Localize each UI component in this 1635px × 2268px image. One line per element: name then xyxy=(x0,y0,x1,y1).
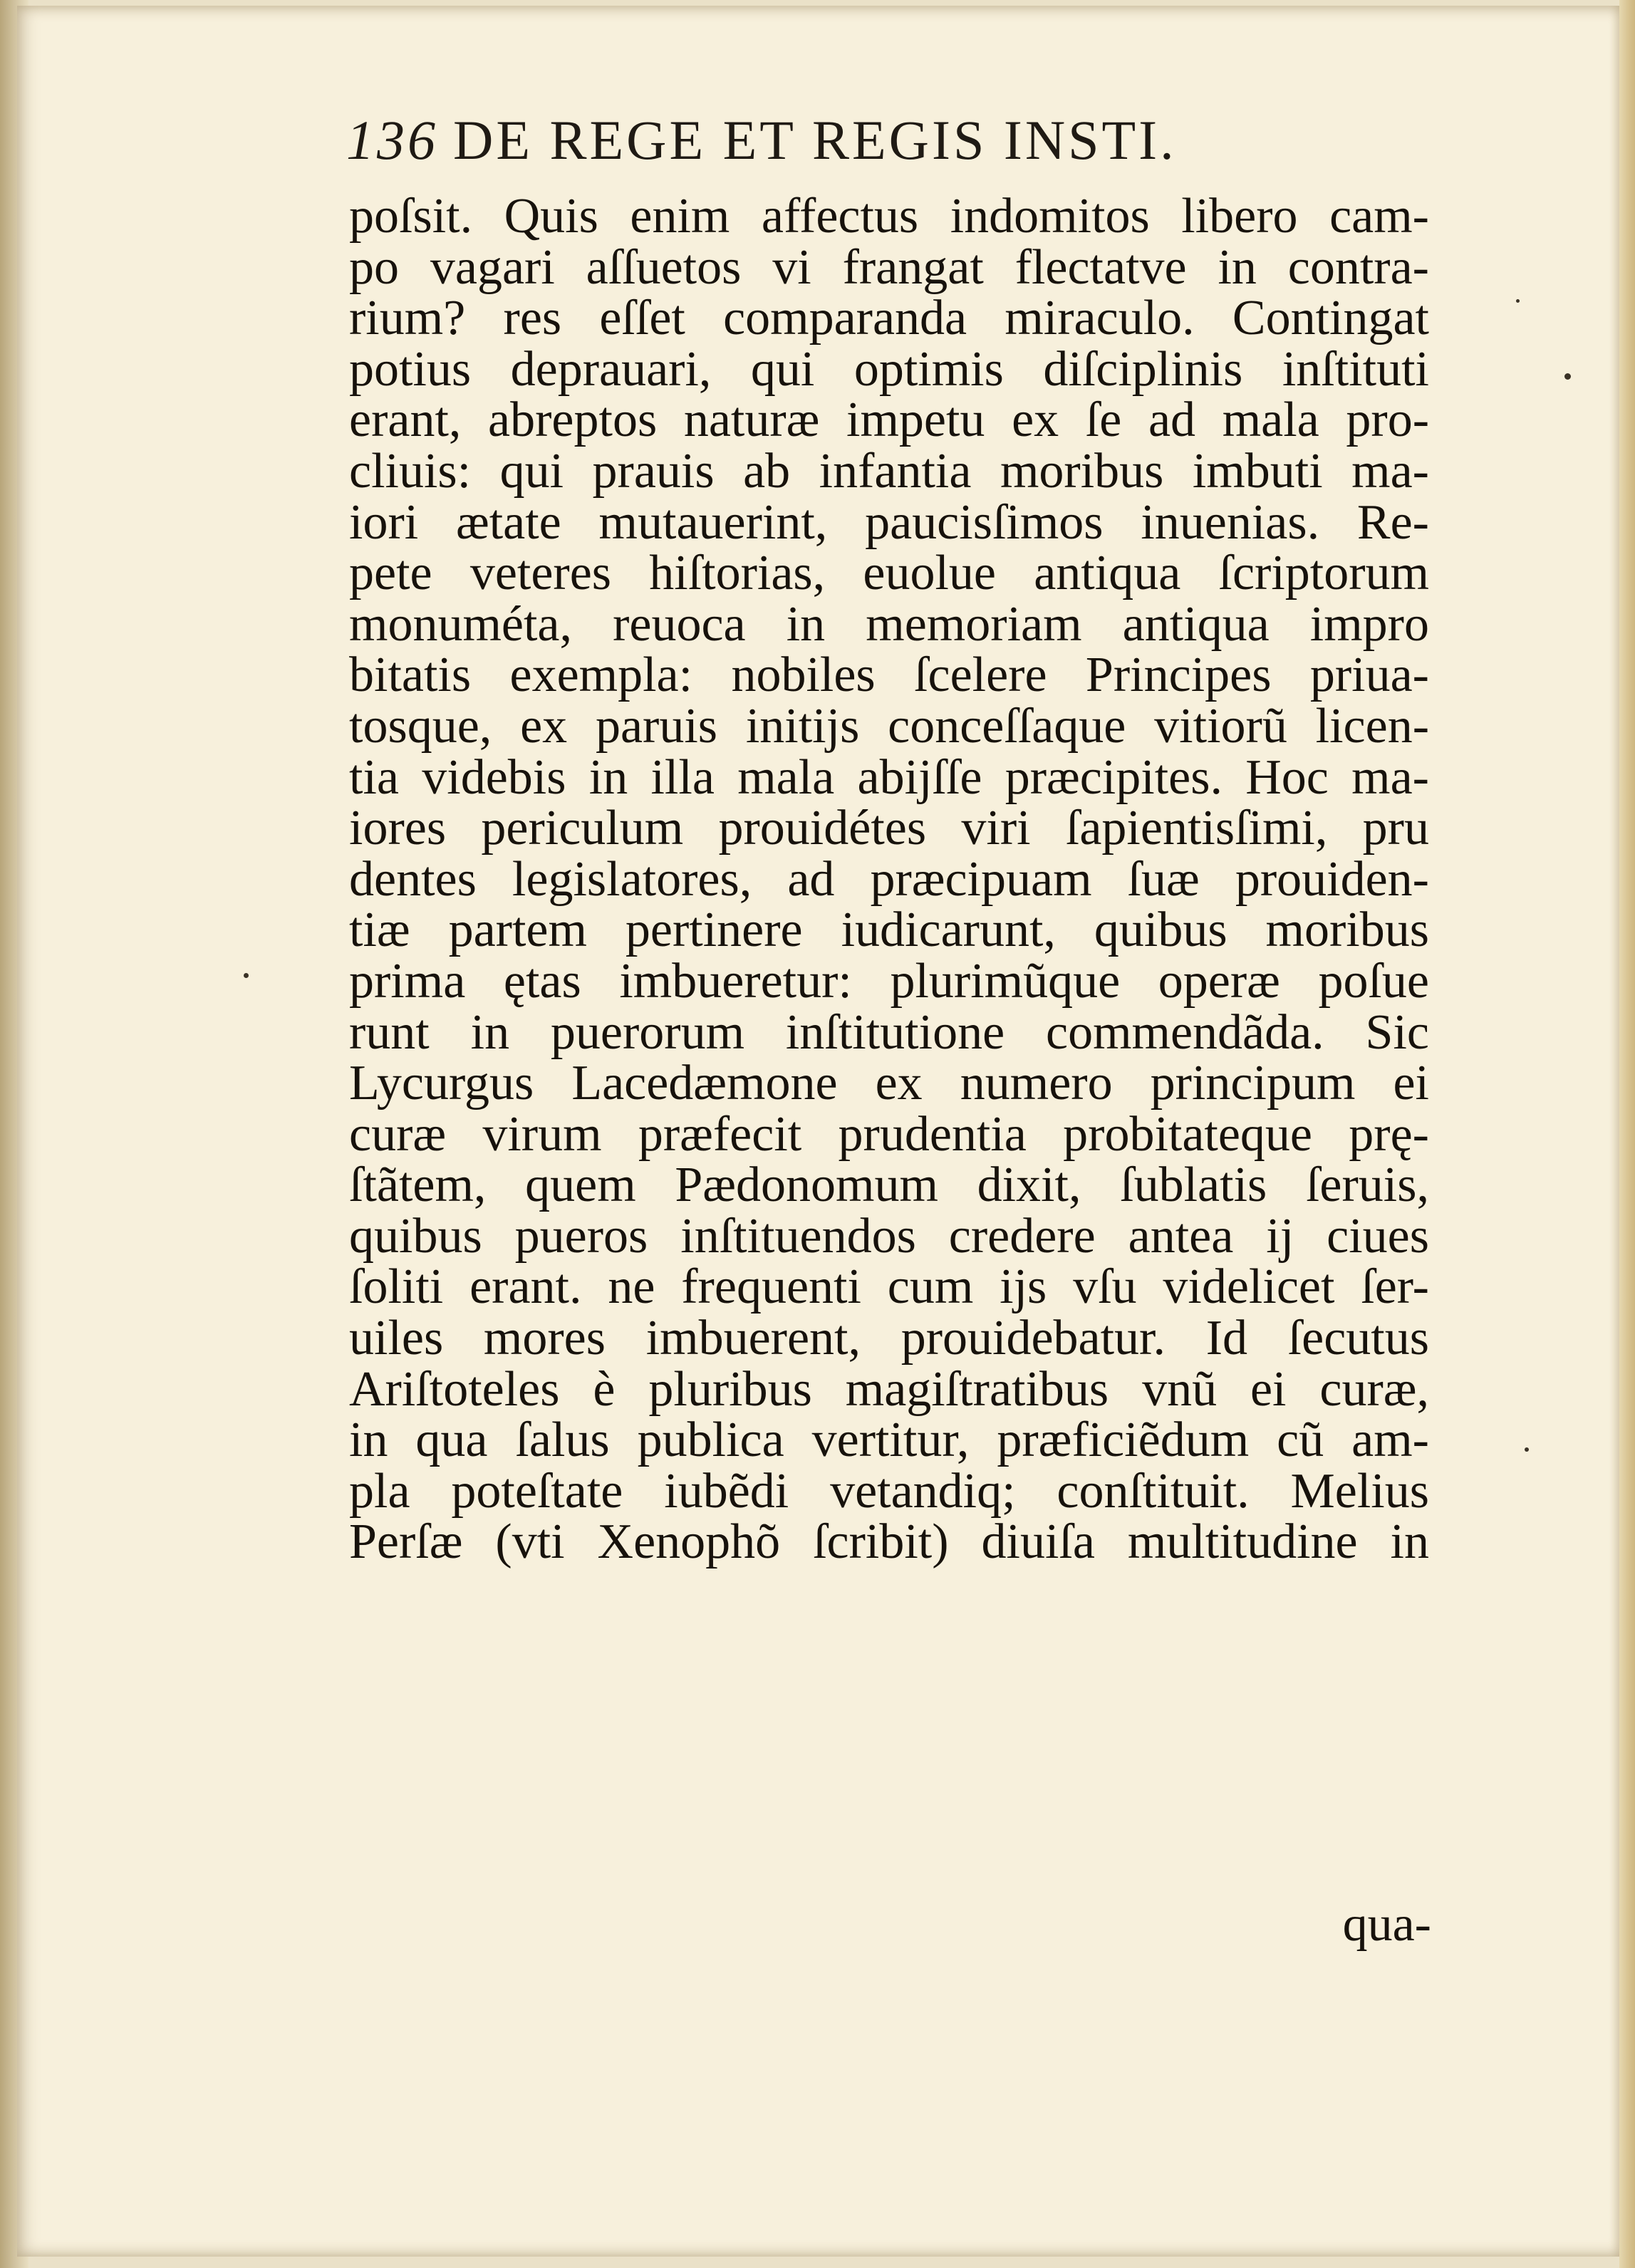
text-line: prima ętas imbueretur: plurimũque operæ poſue xyxy=(349,953,1429,1009)
text-line: iores periculum prouidétes viri ſapientisſimi, pru xyxy=(349,801,1429,856)
text-line: bitatis exempla: nobiles ſcelere Principes priua- xyxy=(349,647,1429,703)
running-head xyxy=(346,108,1429,172)
text-line: poſsit. Quis enim affectus indomitos libero cam- xyxy=(349,189,1429,244)
text-line: dentes legislatores, ad præcipuam ſuæ prouiden- xyxy=(349,851,1429,907)
running-title: DE REGE ET REGIS INSTI. xyxy=(453,109,1177,171)
text-line: ſtãtem, quem Pædonomum dixit, ſublatis ſeruis, xyxy=(349,1158,1429,1213)
catchword: qua- xyxy=(1342,1897,1431,1952)
text-line: uiles mores imbuerent, prouidebatur. Id ſecutus xyxy=(349,1311,1429,1366)
text-line: Ariſtoteles è pluribus magiſtratibus vnũ ei curæ, xyxy=(349,1361,1429,1417)
page-edge xyxy=(1619,0,1635,2268)
body-text xyxy=(349,191,1429,1568)
text-line: Lycurgus Lacedæmone ex numero principum ei xyxy=(349,1056,1429,1111)
text-line: iori ætate mutauerint, paucisſimos inuenias. Re- xyxy=(349,494,1429,550)
text-line: tia videbis in illa mala abijſſe præcipites. Hoc ma- xyxy=(349,749,1429,805)
paper-speck xyxy=(244,973,249,978)
text-line: rium? res eſſet comparanda miraculo. Contingat xyxy=(349,291,1429,346)
text-line: erant, abreptos naturæ impetu ex ſe ad mala pro- xyxy=(349,392,1429,448)
paper-speck xyxy=(1564,373,1571,380)
text-line: tiæ partem pertinere iudicarunt, quibus moribus xyxy=(349,902,1429,958)
page-number: 136 xyxy=(346,109,438,171)
text-line: ſoliti erant. ne frequenti cum ijs vſu videlicet ſer- xyxy=(349,1259,1429,1315)
text-line: monuméta, reuoca in memoriam antiqua impro xyxy=(349,596,1429,652)
text-line: potius deprauari, qui optimis diſciplinis inſtituti xyxy=(349,341,1429,397)
text-line: pla poteſtate iubẽdi vetandiq; conſtituit. Melius xyxy=(349,1463,1429,1519)
text-line: tosque, ex paruis initijs conceſſaque vitiorũ licen- xyxy=(349,698,1429,754)
text-line: pete veteres hiſtorias, euolue antiqua ſcriptorum xyxy=(349,546,1429,601)
text-line: Perſæ (vti Xenophõ ſcribit) diuiſa multitudine in xyxy=(349,1514,1429,1570)
text-line: in qua ſalus publica vertitur, præficiẽdum cũ am- xyxy=(349,1413,1429,1468)
paper-speck xyxy=(1525,1447,1529,1452)
paper-speck xyxy=(1516,299,1520,303)
text-line: runt in puerorum inſtitutione commendãda. Sic xyxy=(349,1004,1429,1060)
text-line: curæ virum præfecit prudentia probitateque prę- xyxy=(349,1106,1429,1162)
text-line: quibus pueros inſtituendos credere antea ij ciues xyxy=(349,1208,1429,1264)
text-line: cliuis: qui prauis ab infantia moribus imbuti ma- xyxy=(349,443,1429,499)
text-line: po vagari aſſuetos vi frangat flectatve in contra- xyxy=(349,239,1429,295)
